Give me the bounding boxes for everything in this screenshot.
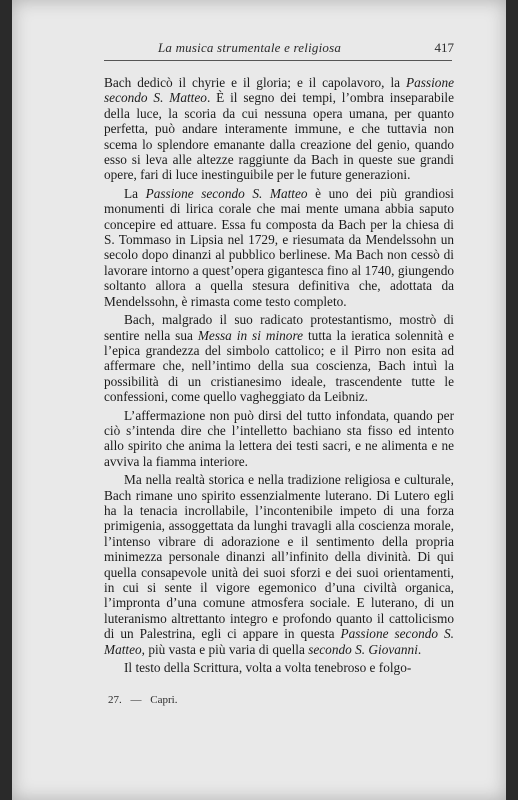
paragraph: [104, 660, 454, 675]
italic-title: secondo S. Giovanni: [308, 641, 418, 657]
italic-title: Passione secondo S. Matteo: [145, 185, 308, 201]
body-text: [104, 75, 454, 678]
header-rule: [104, 60, 452, 61]
signature-dash: —: [130, 694, 142, 706]
text-run: . È il segno dei tempi, l’ombra inseparabile della luce, la scoria da cui nessuna opera umana, per quanto perfetta, può andare interamente immune, e che tuttavia non scema lo splendore emanante dalla creazione del genio, quando esso si leva alle altezze raggiunte da Bach in queste sue grandi opere, fari di luce inestinguibile per le future generazioni.: [104, 90, 454, 183]
text-run: Ma nella realtà storica e nella tradizione religiosa e culturale, Bach rimane uno spirito essenzialmente luterano. Di Lutero egli ha la tenacia incrollabile, l’incontenibile impeto di una forza primigenia, assoggettata da lunghi travagli alla coscienza morale, l’intenso vibrare di adorazione e il sentimento della propria minimezza personale dinanzi all’infinito della divinità. Di qui quella consapevole unità dei suoi sforzi e dei suoi orientamenti, in cui si sente il vigore egemonico d’una civiltà organica, l’impronta d’una comune atmosfera sociale. E luterano, di un luteranismo altrettanto integro e profondo quanto il cattolicismo di un Palestrina, egli ci appare in questa: [104, 472, 454, 642]
paragraph: [104, 75, 454, 183]
text-run: Il testo della Scrittura, volta a volta tenebroso e folgo-: [124, 660, 412, 676]
text-run: è uno dei più grandiosi monumenti di lirica corale che mai mente umana abbia saputo concepire ed attuare. Essa fu composta da Bach per la chiesa di S. Tommaso in Lipsia nel 1729, e riesumata da Mendelssohn un secolo dopo dinanzi al pubblico berlinese. Ma Bach non cessò di lavorare intorno a quest’opera gigantesca fino al 1740, giungendo soltanto allora a quella stesura definitiva che, adottata da Mendelssohn, è rimasta come testo completo.: [104, 185, 454, 309]
text-run: , più vasta e più varia di quella: [141, 641, 309, 657]
signature-name: Capri.: [150, 694, 178, 706]
running-title: La musica strumentale e religiosa: [158, 40, 342, 55]
italic-title: Messa in si minore: [197, 327, 304, 343]
text-run: Bach dedicò il chyrie e il gloria; e il capolavoro, la: [104, 75, 406, 90]
text-run: tutta la ieratica solennità e l’epica grandezza del simbolo cattolico; e il Pirro non esita ad affermare che, nell’intimo della sua coscienza, Bach intuì la possibilità di un cristianesimo ideale, trascendente tutte le confessioni, come quello vagheggiato da Leibniz.: [104, 327, 454, 405]
signature-number: 27.: [108, 694, 122, 706]
paragraph: [104, 472, 454, 657]
text-run: L’affermazione non può dirsi del tutto infondata, quando per ciò s’intenda dire che l’intelletto bachiano sta fisso ed intento allo spirito che anima la lettera dei testi sacri, e ne alimenta e ne avviva la fiamma interiore.: [104, 407, 454, 469]
signature-footer: [108, 694, 183, 706]
paragraph: [104, 408, 454, 470]
text-run: La: [124, 185, 146, 201]
text-run: .: [417, 641, 422, 657]
running-head: [98, 38, 454, 58]
paragraph: [104, 186, 454, 309]
paragraph: [104, 312, 454, 404]
italic-title: Passione secondo S. Matteo: [104, 626, 454, 657]
text-run: Bach, malgrado il suo radicato protestantismo, mostrò di sentire nella sua: [104, 312, 454, 343]
page-number: 417: [434, 40, 454, 55]
book-page: [12, 0, 506, 800]
italic-title: Passione secondo S. Matteo: [104, 75, 454, 106]
